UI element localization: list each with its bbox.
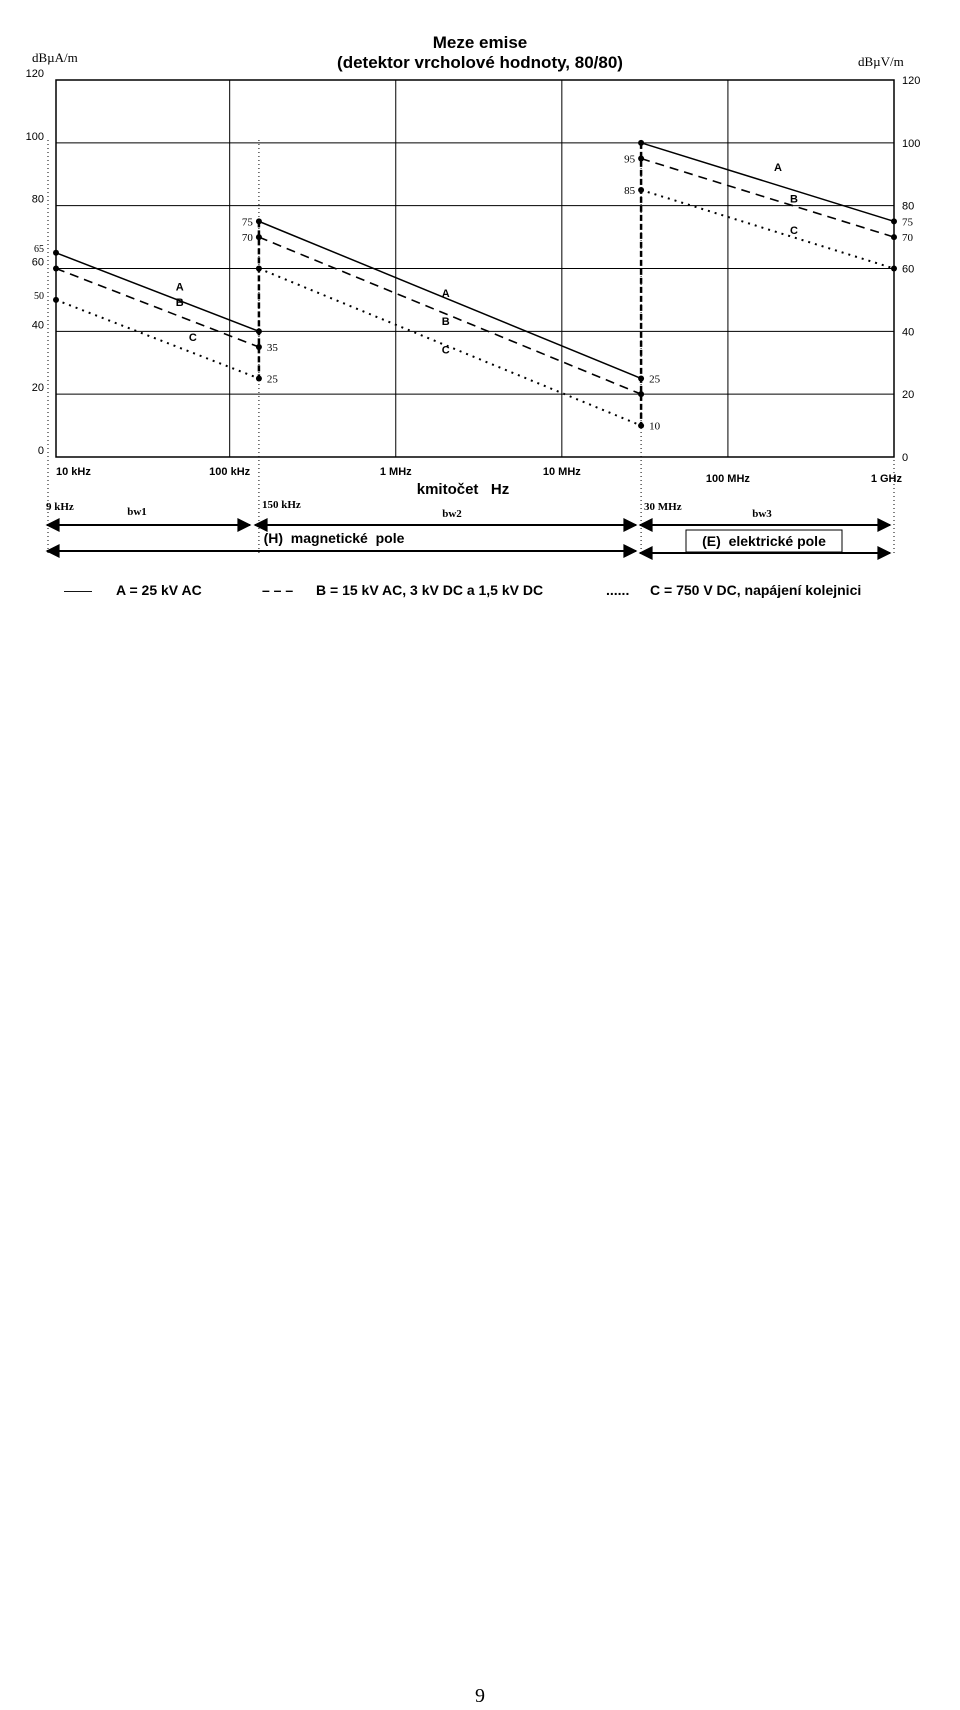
y-tick-label-right: 80 [902, 200, 915, 213]
e-field-label: (E) elektrické pole [702, 533, 826, 549]
y-tick-label-left: 120 [25, 68, 44, 80]
y-tick-label-left: 20 [31, 382, 44, 395]
y-tick-label-right: 60 [902, 263, 915, 276]
chart-title: Meze emise [432, 33, 528, 52]
legend-b: B = 15 kV AC, 3 kV DC a 1,5 kV DC [316, 582, 544, 598]
series-b-segment [641, 159, 894, 238]
curve-label-c: C [188, 331, 197, 344]
curve-label-b: B [175, 297, 184, 310]
curve-label-c: C [441, 344, 450, 357]
bw2-label: bw2 [442, 508, 462, 520]
curve-label-a: A [175, 281, 184, 294]
x-tick-label: 100 kHz [209, 466, 251, 478]
x-tick-label: 10 kHz [56, 466, 91, 478]
x-tick-label: 1 GHz [870, 473, 902, 485]
band-start-9khz: 9 kHz [46, 501, 74, 513]
x-tick-label: 100 MHz [705, 473, 750, 485]
point-value-label: 95 [624, 153, 636, 166]
bw3-label: bw3 [752, 508, 772, 520]
legend-c: C = 750 V DC, napájení kolejnici [650, 582, 862, 598]
curve-label-a: A [773, 162, 782, 175]
x-axis-label: kmitočet Hz [416, 481, 510, 498]
x-tick-label: 1 MHz [379, 466, 412, 478]
series-a-segment [259, 221, 641, 378]
x-tick-label: 10 MHz [542, 466, 581, 478]
series-c-segment [56, 300, 259, 379]
series-c-point [891, 266, 897, 272]
y-tick-label-left: 40 [31, 319, 44, 332]
series-c-point [53, 297, 59, 303]
y-extra-label: 50 [34, 290, 44, 302]
point-value-label: 75 [902, 216, 913, 229]
chart-subtitle: (detektor vrcholové hodnoty, 80/80) [337, 53, 623, 72]
h-field-label: (H) magnetické pole [263, 530, 405, 546]
legend-b-symbol: – – – [262, 582, 294, 598]
legend-a: A = 25 kV AC [116, 582, 202, 598]
y-extra-label: 65 [34, 243, 44, 255]
y-tick-label-right: 0 [902, 452, 909, 464]
point-value-label: 25 [266, 373, 278, 386]
y-tick-label-right: 40 [902, 326, 915, 339]
y-tick-label-right: 20 [902, 389, 915, 402]
series-b-segment [259, 237, 641, 394]
y-tick-label-right: 120 [902, 75, 921, 87]
curve-label-b: B [790, 193, 798, 206]
series-c-segment [641, 190, 894, 269]
curve-label-a: A [441, 287, 450, 300]
series-b-point [891, 234, 897, 240]
y-axis-label-left: dBµA/m [32, 50, 78, 65]
point-value-label: 70 [241, 232, 253, 245]
series-a-segment [641, 143, 894, 222]
page-number: 9 [475, 1685, 485, 1707]
point-value-label: 25 [649, 373, 661, 386]
y-tick-label-left: 80 [31, 193, 44, 206]
y-tick-label-left: 60 [31, 256, 44, 269]
point-value-label: 85 [624, 184, 636, 197]
y-tick-label-right: 100 [902, 137, 921, 150]
y-tick-label-left: 100 [25, 130, 44, 143]
legend-a-symbol: —— [64, 582, 92, 598]
series-a-segment [56, 253, 259, 332]
point-value-label: 70 [902, 232, 913, 245]
point-value-label: 10 [649, 420, 661, 433]
series-c-segment [259, 269, 641, 426]
band-start-150khz: 150 kHz [262, 499, 301, 511]
series-b-segment [56, 269, 259, 348]
point-value-label: 75 [241, 216, 253, 229]
series-b-point [53, 266, 59, 272]
series-a-point [53, 250, 59, 256]
curve-label-c: C [790, 224, 798, 237]
y-tick-label-left: 0 [37, 445, 44, 457]
curve-label-b: B [441, 316, 450, 329]
series-a-point [891, 218, 897, 224]
legend-c-symbol: ...... [606, 582, 630, 598]
band-start-30mhz: 30 MHz [644, 501, 682, 513]
bw1-label: bw1 [127, 506, 147, 518]
y-axis-label-right: dBµV/m [858, 54, 904, 69]
point-value-label: 35 [266, 342, 278, 355]
